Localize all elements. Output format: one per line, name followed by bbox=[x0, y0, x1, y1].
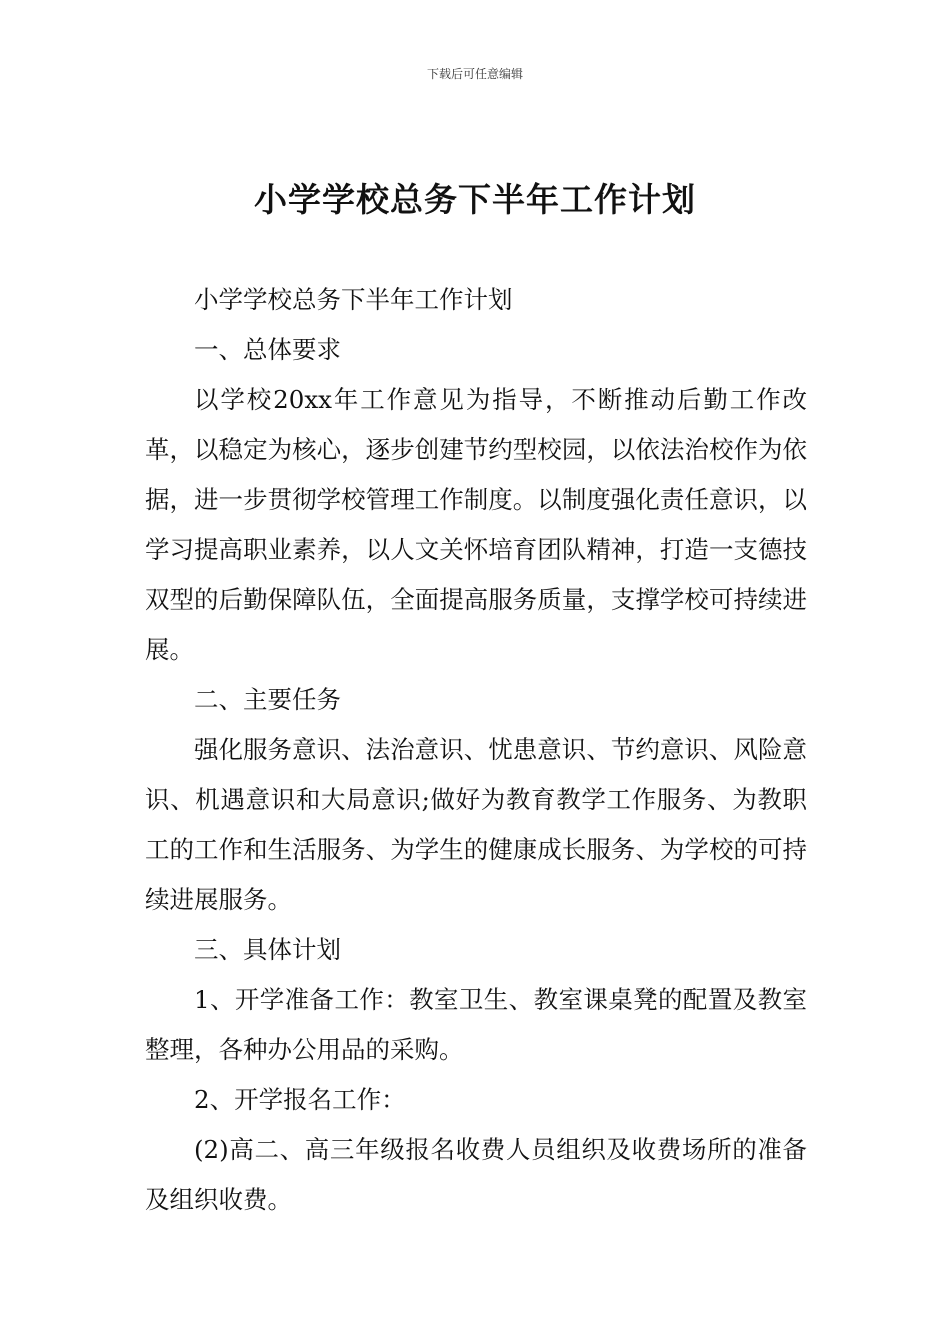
paragraph-subtitle: 小学学校总务下半年工作计划 bbox=[194, 285, 513, 314]
header-note: 下载后可任意编辑 bbox=[426, 67, 523, 81]
paragraph-plan-item-1: 1、开学准备工作：教室卫生、教室课桌凳的配置及教室整理，各种办公用品的采购。 bbox=[145, 985, 807, 1064]
section-heading-general-requirements: 一、总体要求 bbox=[194, 335, 341, 364]
paragraph-general-requirements: 以学校20xx年工作意见为指导，不断推动后勤工作改革，以稳定为核心，逐步创建节约型校园，以依法治校作为依据，进一步贯彻学校管理工作制度。以制度强化责任意识，以学习提高职业素养，以人文关怀培育团队精神，打造一支德技双型的后勤保障队伍，全面提高服务质量，支撑学校可持续进展。 bbox=[145, 385, 807, 664]
document-title: 小学学校总务下半年工作计划 bbox=[254, 180, 696, 219]
document-body bbox=[145, 275, 807, 1225]
section-heading-main-tasks: 二、主要任务 bbox=[194, 685, 341, 714]
paragraph-plan-item-2-sub: (2)高二、高三年级报名收费人员组织及收费场所的准备及组织收费。 bbox=[145, 1135, 807, 1214]
section-heading-specific-plan: 三、具体计划 bbox=[194, 935, 341, 964]
paragraph-plan-item-2: 2、开学报名工作： bbox=[194, 1085, 406, 1114]
paragraph-main-tasks: 强化服务意识、法治意识、忧患意识、节约意识、风险意识、机遇意识和大局意识;做好为教育教学工作服务、为教职工的工作和生活服务、为学生的健康成长服务、为学校的可持续进展服务。 bbox=[145, 735, 807, 914]
